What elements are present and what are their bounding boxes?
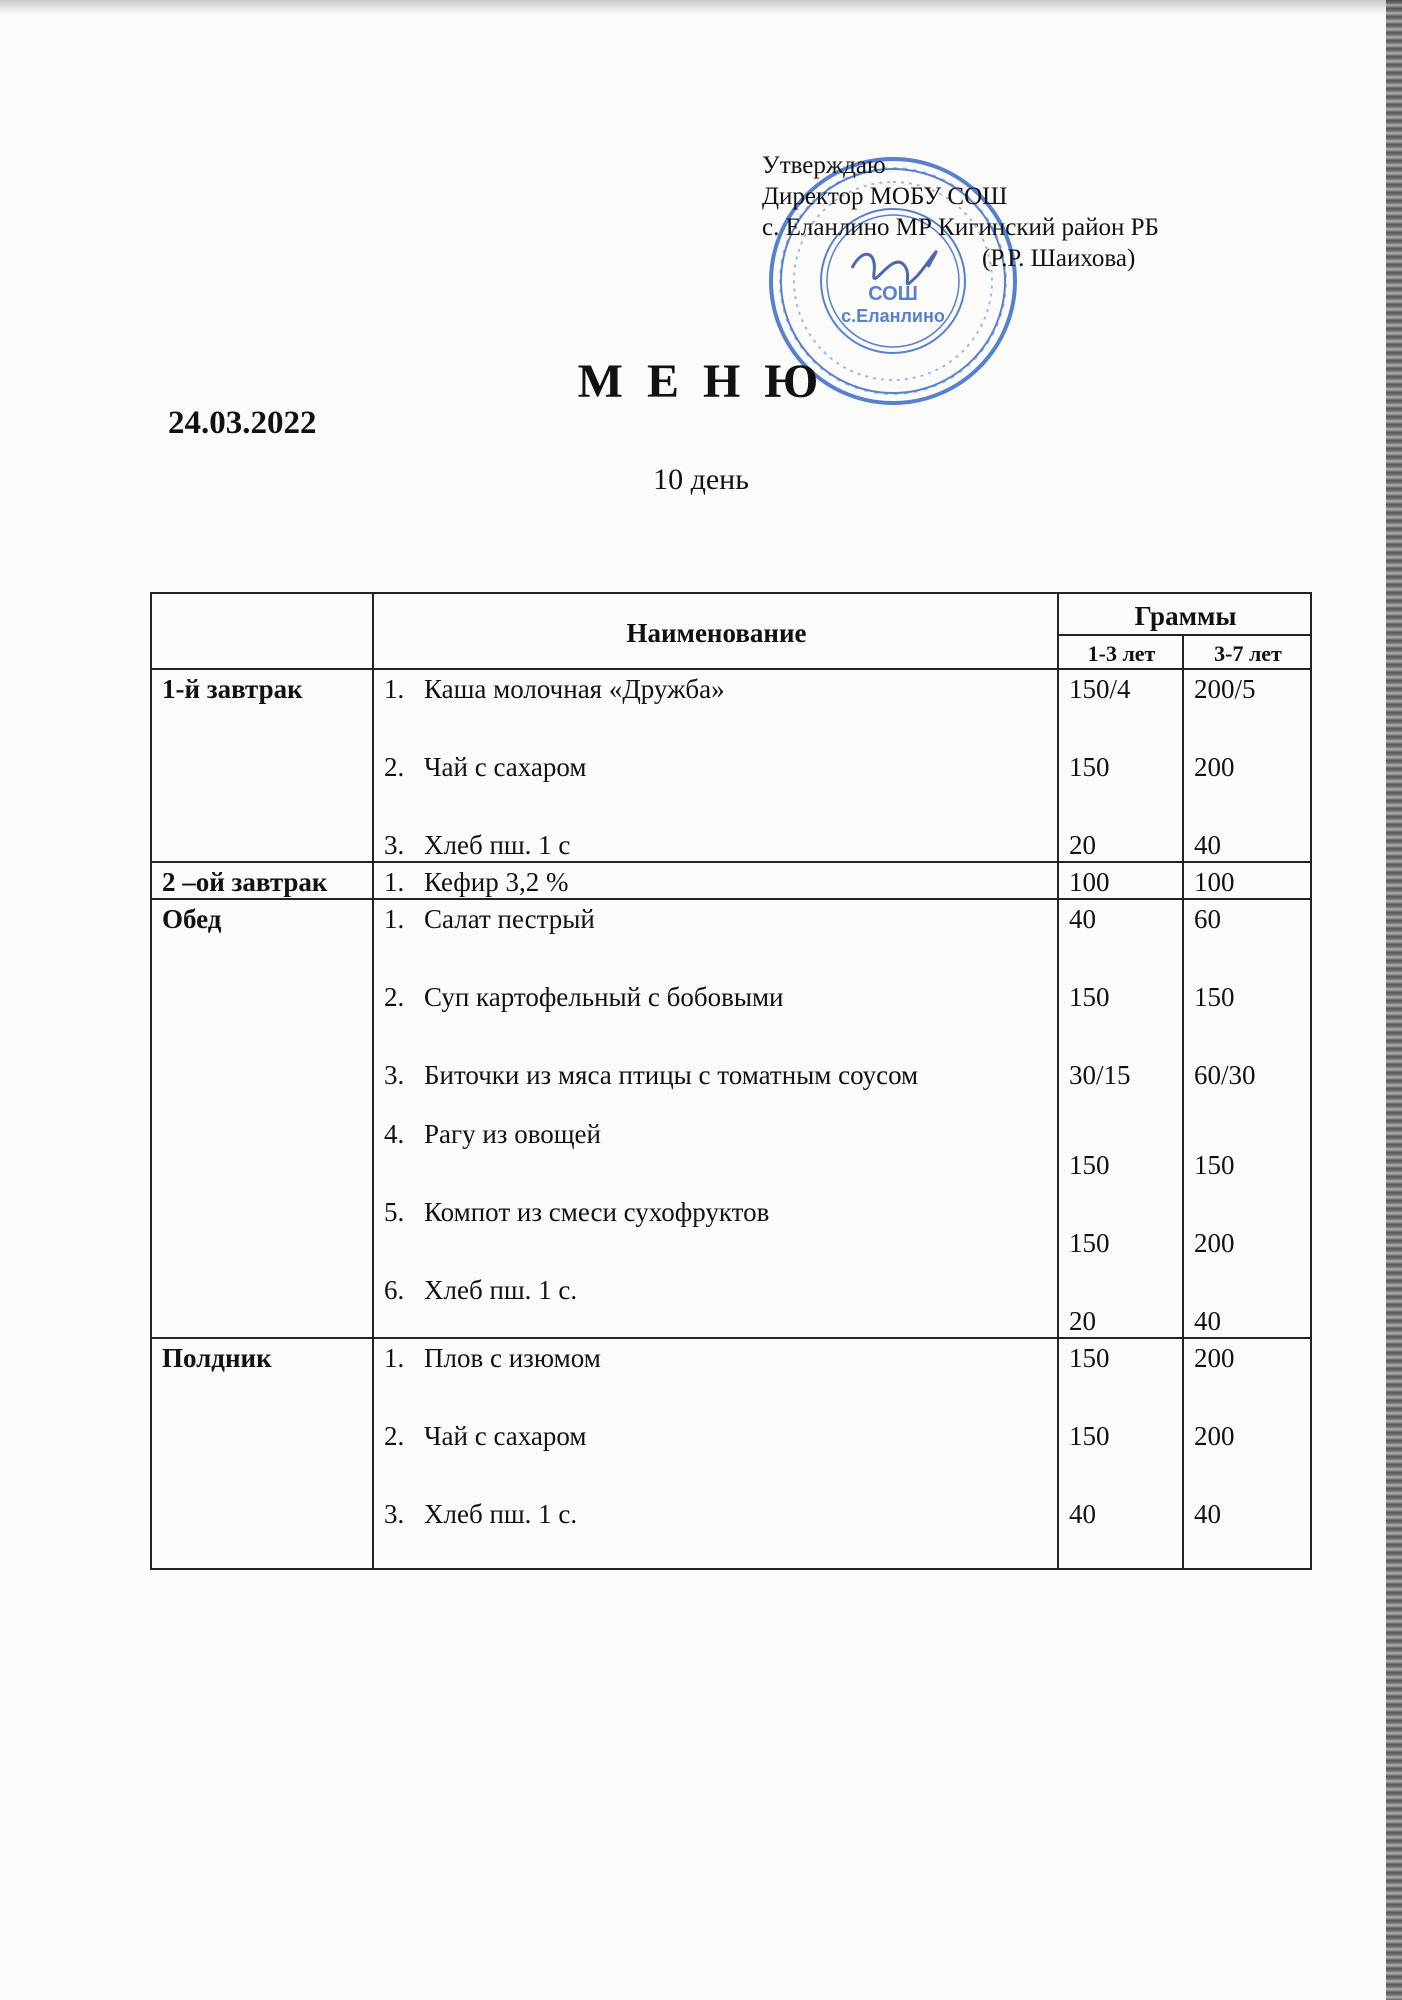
stamp-text-village: с.Еланлино: [841, 306, 945, 326]
list-item: [384, 752, 1049, 783]
list-item: [384, 1421, 1049, 1452]
header-meal-cell: [151, 593, 373, 669]
approval-line-1: Утверждаю: [762, 152, 886, 179]
grams-1-3-cell: [1058, 1338, 1183, 1569]
grams-value: 40: [1069, 904, 1096, 934]
grams-value: 150: [1194, 982, 1235, 1012]
table-header-row: [151, 593, 1311, 635]
grams-value: 100: [1069, 867, 1110, 897]
list-item: [384, 867, 1049, 898]
grams-value: 150: [1069, 1150, 1110, 1180]
meal-label: 1-й завтрак: [151, 669, 373, 862]
dish-list: [373, 1338, 1058, 1569]
list-item: [384, 1275, 1049, 1306]
menu-day: 10 день: [653, 463, 749, 496]
grams-value: 200/5: [1194, 674, 1256, 704]
item-number: 2.: [384, 982, 405, 1012]
dish-name: Суп картофельный с бобовыми: [424, 982, 784, 1012]
menu-date: 24.03.2022: [168, 405, 317, 441]
grams-1-3-cell: [1058, 862, 1183, 899]
grams-value: 150: [1194, 1150, 1235, 1180]
meal-label: Полдник: [151, 1338, 373, 1569]
dish-list: [373, 899, 1058, 1338]
grams-value: 150/4: [1069, 674, 1131, 704]
dish-name: Компот из смеси сухофруктов: [424, 1197, 770, 1227]
grams-3-7-cell: [1183, 862, 1311, 899]
grams-3-7-cell: [1183, 1338, 1311, 1569]
list-item: [384, 1499, 1049, 1530]
item-number: 2.: [384, 1421, 405, 1451]
grams-value: 40: [1194, 1499, 1221, 1529]
grams-value: 20: [1069, 1306, 1096, 1336]
dish-list: [373, 669, 1058, 862]
header-age-1-3: 1-3 лет: [1058, 635, 1183, 669]
grams-value: 150: [1069, 1421, 1110, 1451]
dish-name: Чай с сахаром: [424, 752, 587, 782]
list-item: [384, 674, 1049, 705]
dish-name: Салат пестрый: [424, 904, 595, 934]
header-age-3-7: 3-7 лет: [1183, 635, 1311, 669]
list-item: [384, 1119, 1049, 1150]
approval-line-3: с. Еланлино МР Кигинский район РБ: [762, 214, 1159, 241]
dish-list: [373, 862, 1058, 899]
item-number: 1.: [384, 1343, 405, 1373]
item-number: 1.: [384, 674, 405, 704]
dish-name: Рагу из овощей: [424, 1119, 601, 1149]
grams-value: 150: [1069, 752, 1110, 782]
grams-value: 40: [1194, 830, 1221, 860]
dish-name: Чай с сахаром: [424, 1421, 587, 1451]
scan-edge-right: [1386, 0, 1402, 2000]
dish-name: Хлеб пш. 1 с.: [424, 1499, 578, 1529]
grams-value: 200: [1194, 1343, 1235, 1373]
grams-value: 150: [1069, 1343, 1110, 1373]
menu-table: [150, 592, 1312, 1570]
item-number: 1.: [384, 904, 405, 934]
grams-value: 40: [1069, 1499, 1096, 1529]
approval-line-2: Директор МОБУ СОШ: [762, 183, 1008, 210]
grams-value: 30/15: [1069, 1060, 1131, 1090]
approval-signature-name: (Р.Р. Шаихова): [982, 245, 1136, 272]
table-row: [151, 1338, 1311, 1569]
grams-3-7-cell: [1183, 669, 1311, 862]
list-item: [384, 1197, 1049, 1228]
dish-name: Хлеб пш. 1 с.: [424, 1275, 578, 1305]
header-grams: Граммы: [1058, 593, 1311, 635]
meal-label: 2 –ой завтрак: [151, 862, 373, 899]
item-number: 5.: [384, 1197, 405, 1227]
dish-name: Кефир 3,2 %: [424, 867, 569, 897]
item-number: 3.: [384, 830, 405, 860]
page-title: М Е Н Ю: [577, 355, 825, 408]
scan-edge-top: [0, 0, 1402, 14]
grams-3-7-cell: [1183, 899, 1311, 1338]
dish-name: Хлеб пш. 1 с: [424, 830, 571, 860]
grams-1-3-cell: [1058, 899, 1183, 1338]
header-name: Наименование: [373, 593, 1058, 669]
grams-value: 20: [1069, 830, 1096, 860]
grams-value: 200: [1194, 752, 1235, 782]
grams-value: 100: [1194, 867, 1235, 897]
grams-value: 150: [1069, 982, 1110, 1012]
list-item: [384, 982, 1049, 1013]
grams-value: 200: [1194, 1228, 1235, 1258]
item-number: 3.: [384, 1060, 405, 1090]
grams-1-3-cell: [1058, 669, 1183, 862]
table-row: [151, 899, 1311, 1338]
meal-label: Обед: [151, 899, 373, 1338]
grams-value: 200: [1194, 1421, 1235, 1451]
dish-name: Биточки из мяса птицы с томатным соусом: [424, 1060, 919, 1090]
dish-name: Плов с изюмом: [424, 1343, 601, 1373]
list-item: [384, 904, 1049, 935]
grams-value: 60/30: [1194, 1060, 1256, 1090]
item-number: 2.: [384, 752, 405, 782]
item-number: 1.: [384, 867, 405, 897]
table-row: [151, 669, 1311, 862]
item-number: 4.: [384, 1119, 405, 1149]
dish-name: Каша молочная «Дружба»: [424, 674, 725, 704]
item-number: 6.: [384, 1275, 405, 1305]
grams-value: 60: [1194, 904, 1221, 934]
grams-value: 40: [1194, 1306, 1221, 1336]
item-number: 3.: [384, 1499, 405, 1529]
table-row: [151, 862, 1311, 899]
list-item: [384, 1343, 1049, 1374]
list-item: [384, 1060, 1049, 1091]
grams-value: 150: [1069, 1228, 1110, 1258]
approval-block: [762, 150, 1159, 274]
list-item: [384, 830, 1049, 861]
stamp-text-school: СОШ: [868, 283, 918, 305]
